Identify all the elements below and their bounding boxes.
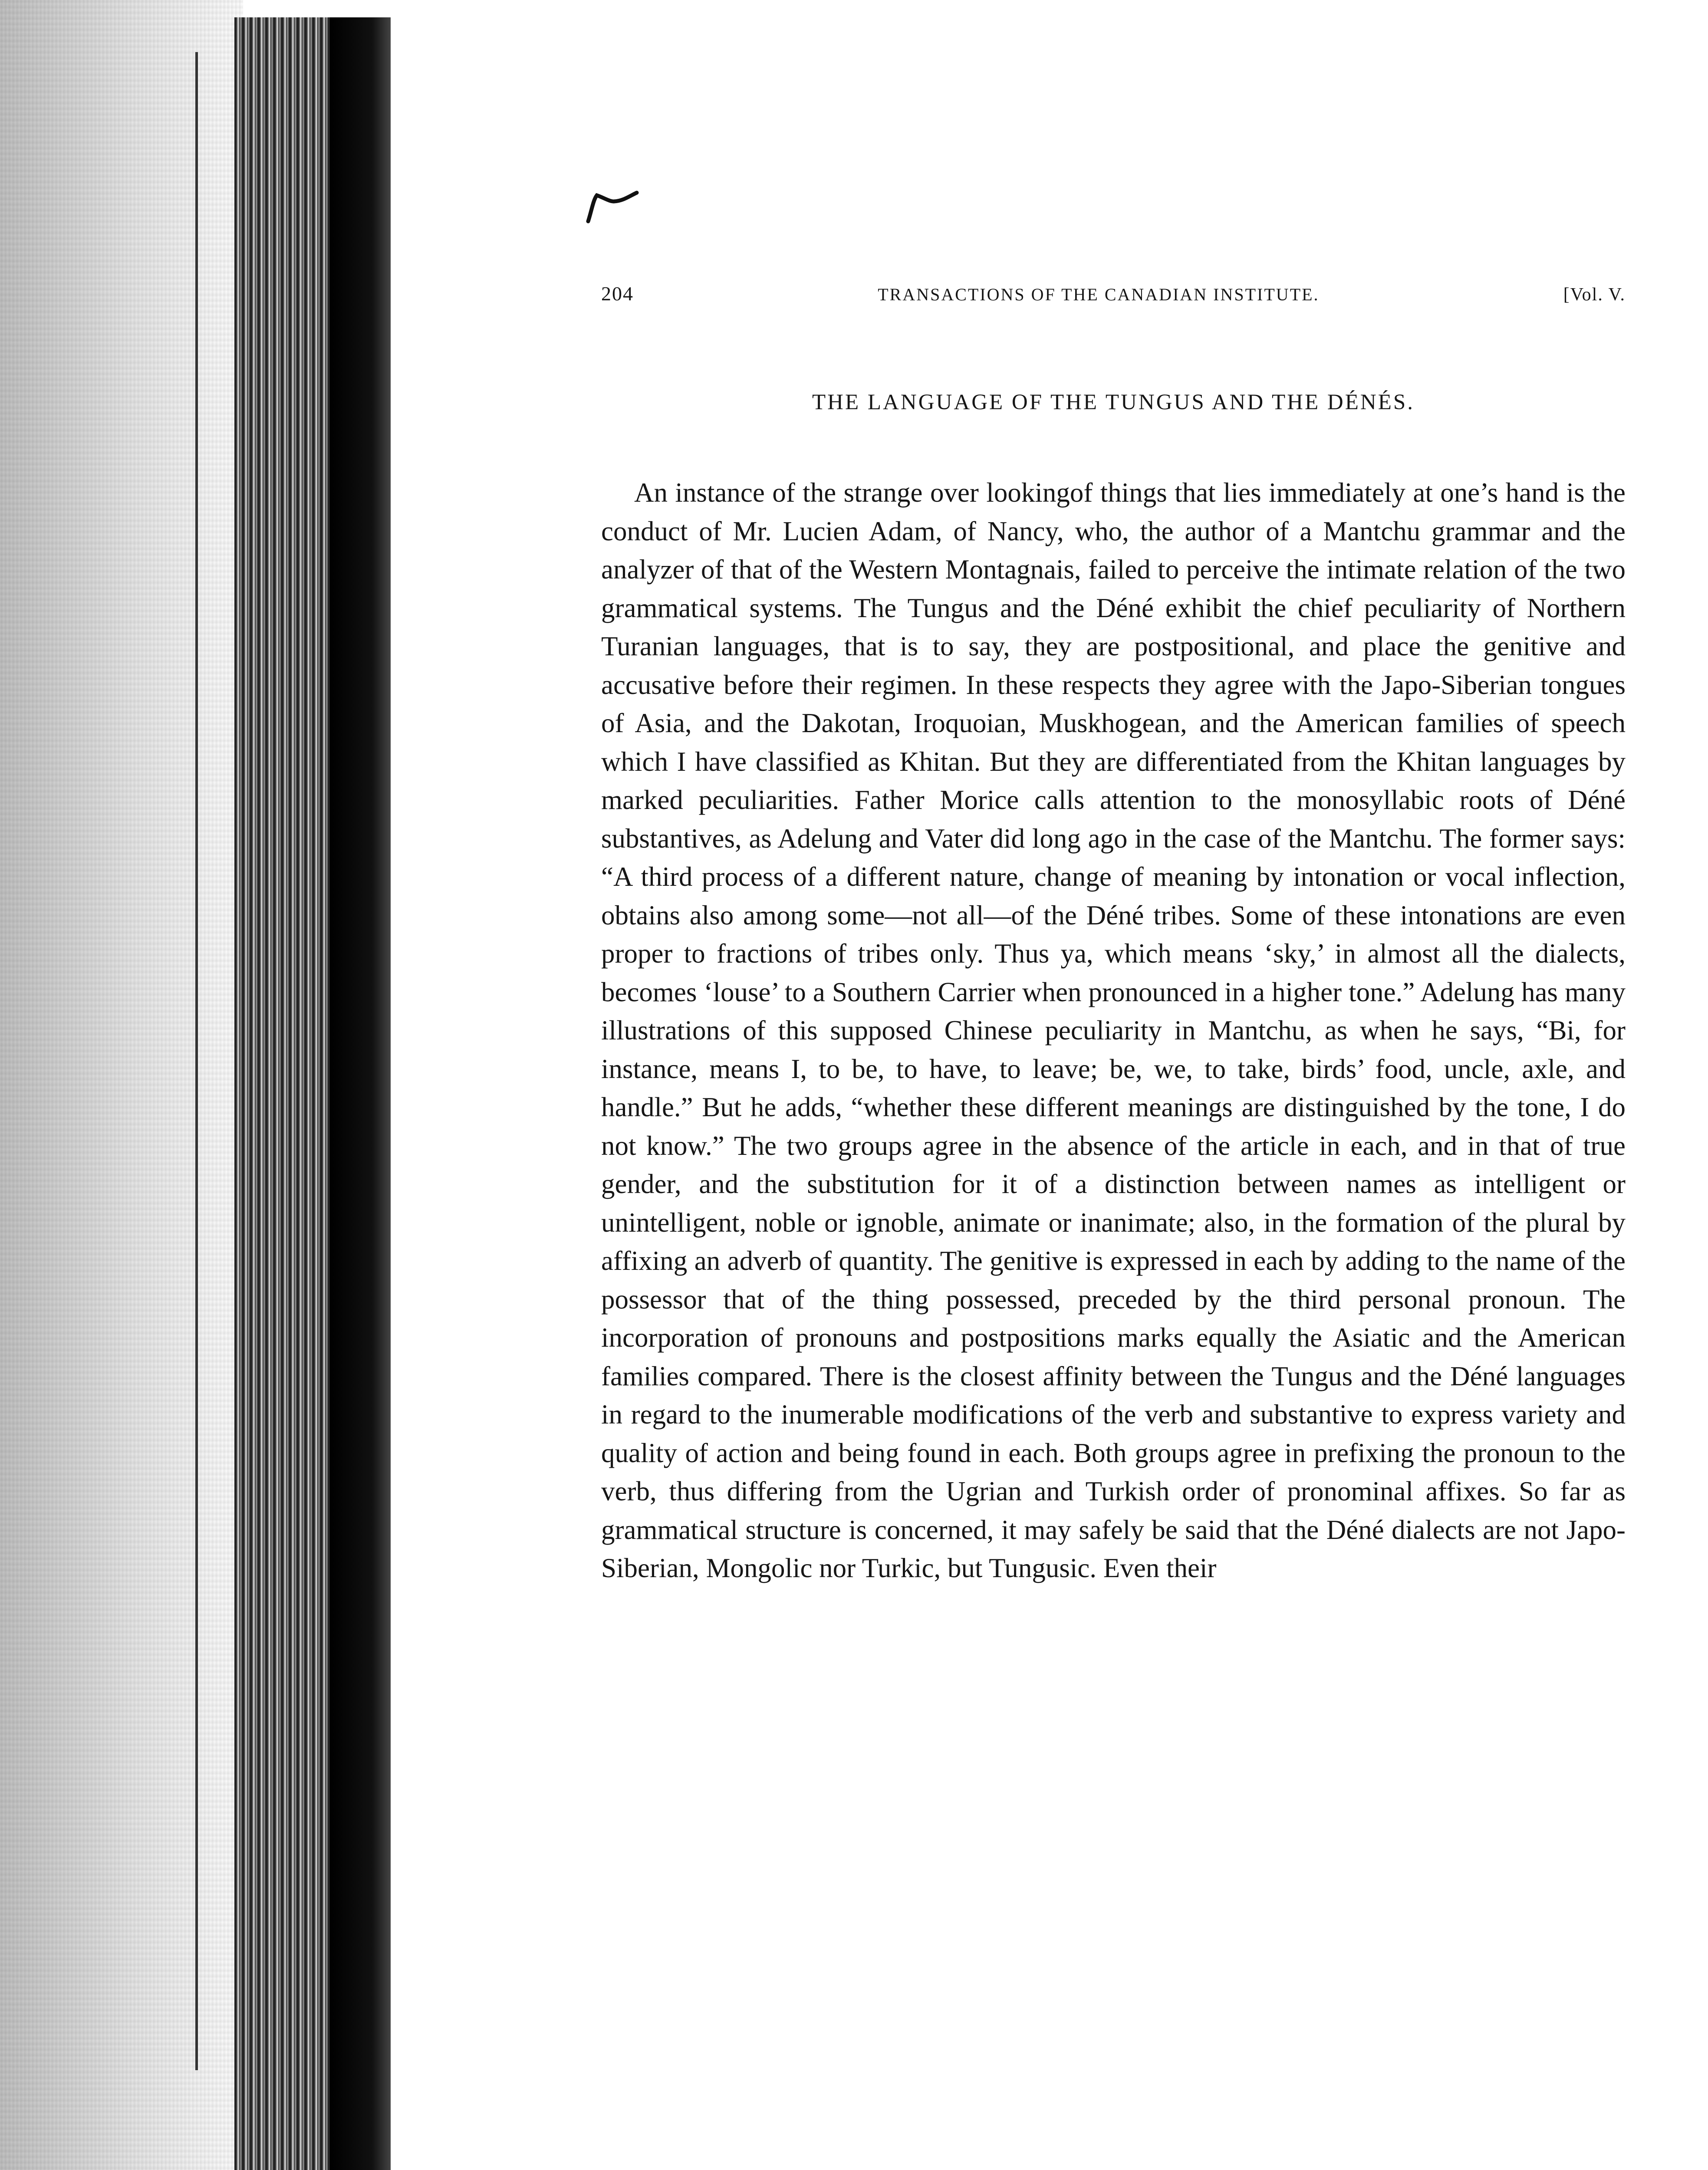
scan-noise bbox=[0, 0, 243, 2170]
volume-label: [Vol. V. bbox=[1563, 285, 1626, 305]
page-content bbox=[601, 282, 1626, 1588]
pen-stroke-mark bbox=[584, 187, 640, 226]
scan-binding-shadow bbox=[0, 0, 391, 2170]
binding-shadow-band bbox=[330, 17, 391, 2170]
running-header bbox=[601, 282, 1626, 305]
binding-edge-line bbox=[195, 52, 198, 2070]
article-title: THE LANGUAGE OF THE TUNGUS AND THE DÉNÉS. bbox=[812, 390, 1415, 414]
body-paragraph: An instance of the strange over lookingof things that lies immediately at one’s hand is the conduct of Mr. Lucien Adam, of Nancy, who, the author of a Mantchu grammar and the analyzer of that of the Western Montagnais, failed to perceive the intimate relation of the two grammatical systems. The Tungus and the Déné exhibit the chief peculiarity of Northern Turanian languages, that is to say, they are postpositional, and place the genitive and accusative before their regimen. In these respects they agree with the Japo-Siberian tongues of Asia, and the Dakotan, Iroquoian, Muskhogean, and the American families of speech which I have classified as Khitan. But they are differentiated from the Khitan languages by marked peculiarities. Father Morice calls attention to the monosyllabic roots of Déné substantives, as Adelung and Vater did long ago in the case of the Mantchu. The former says: “A third process of a different nature, change of meaning by intonation or vocal inflection, obtains also among some—not all—of the Déné tribes. Some of these intonations are even proper to fractions of tribes only. Thus ya, which means ‘sky,’ in almost all the dialects, becomes ‘louse’ to a Southern Carrier when pronounced in a higher tone.” Adelung has many illustrations of this supposed Chinese peculiarity in Mantchu, as when he says, “Bi, for instance, means I, to be, to have, to leave; be, we, to take, birds’ food, uncle, axle, and handle.” But he adds, “whether these different meanings are distinguished by the tone, I do not know.” The two groups agree in the absence of the article in each, and in that of true gender, and the substitution for it of a distinction between names as intelligent or unintelligent, noble or ignoble, animate or inanimate; also, in the formation of the plural by affixing an adverb of quantity. The genitive is expressed in each by adding to the name of the possessor that of the thing possessed, preceded by the third personal pronoun. The incorporation of pronouns and postpositions marks equally the Asiatic and the American families compared. There is the closest affinity between the Tungus and the Déné languages in regard to the inumerable modifications of the verb and substantive to express variety and quality of action and being found in each. Both groups agree in prefixing the pronoun to the verb, thus differing from the Ugrian and Turkish order of pronominal affixes. So far as grammatical structure is concerned, it may safely be said that the Déné dialects are not Japo-Siberian, Mongolic nor Turkic, but Tungusic. Even their bbox=[601, 477, 1626, 1583]
journal-title: TRANSACTIONS OF THE CANADIAN INSTITUTE. bbox=[878, 285, 1320, 304]
page-number: 204 bbox=[601, 283, 634, 305]
